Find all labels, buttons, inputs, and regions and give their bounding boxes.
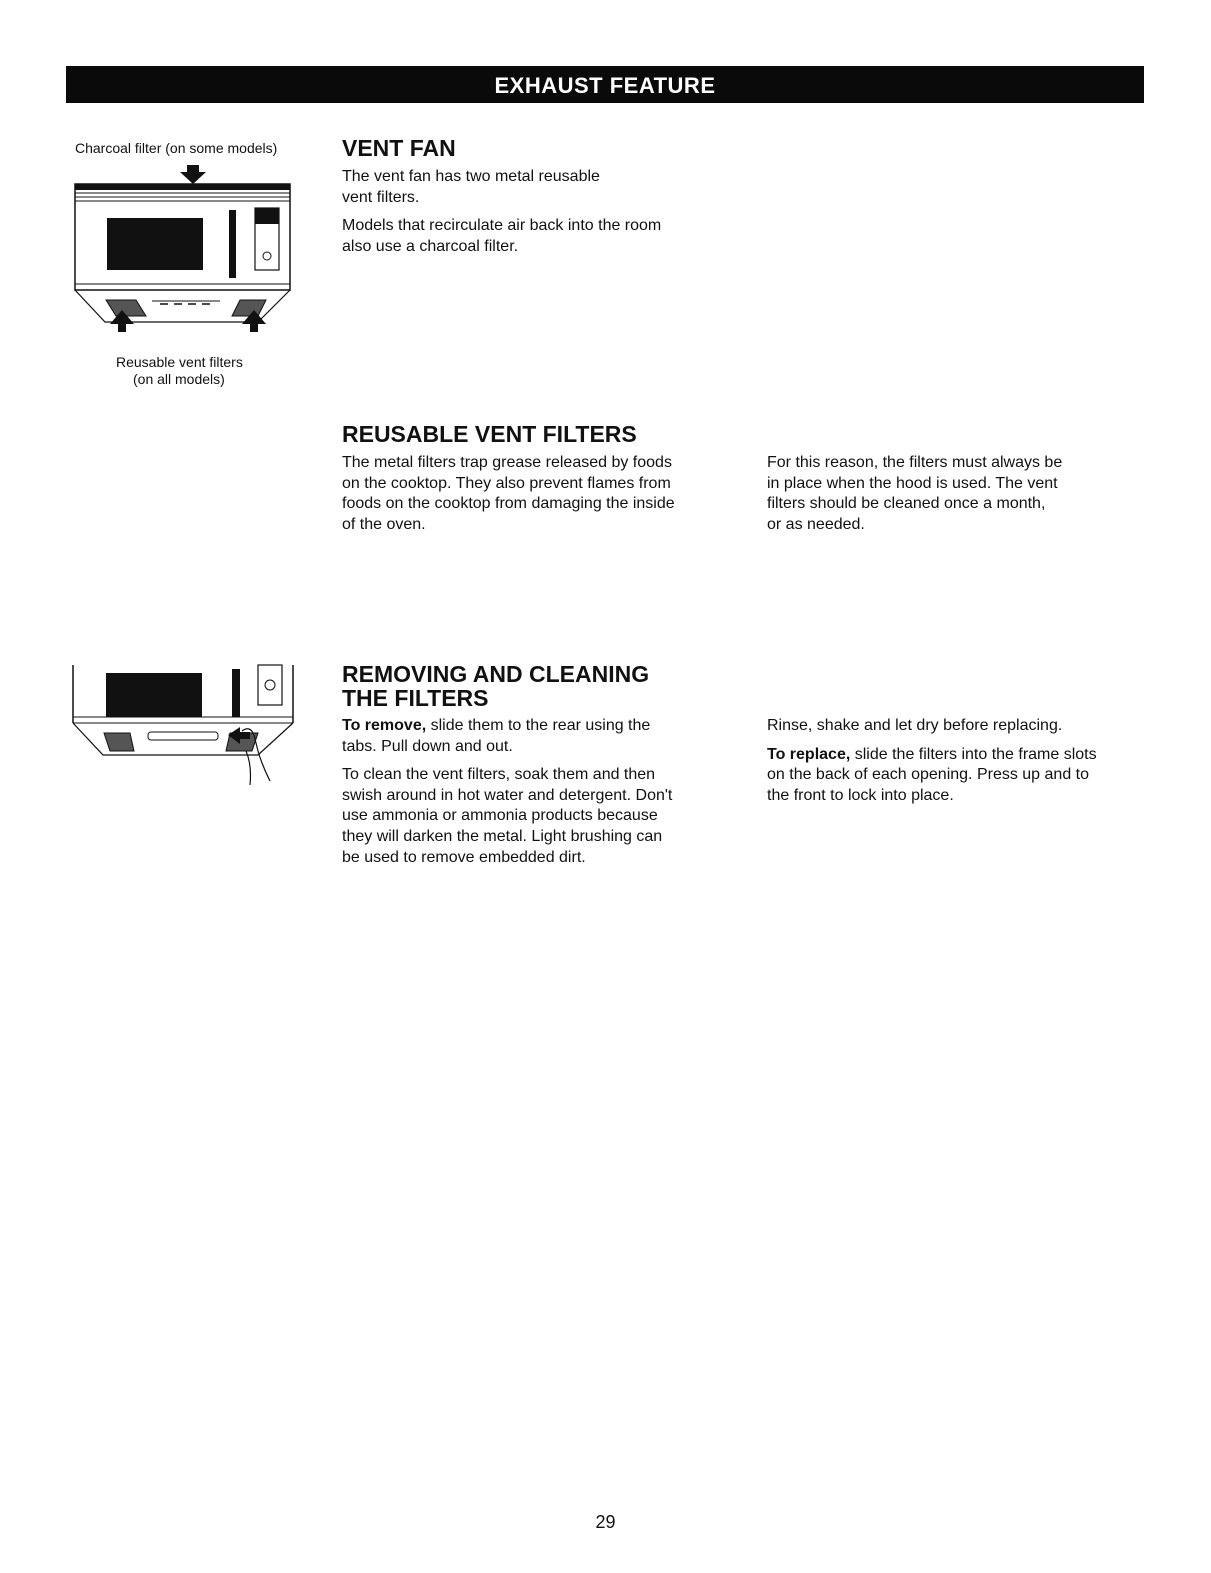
clean-line: swish around in hot water and detergent. Don't [342, 786, 673, 804]
removing-heading-line2: THE FILTERS [342, 685, 489, 711]
vent-fan-line: also use a charcoal filter. [342, 237, 519, 255]
reusable-line: or as needed. [767, 515, 865, 533]
vent-fan-line: vent filters. [342, 188, 420, 206]
vent-fan-heading: VENT FAN [342, 135, 456, 161]
remove-lead: To remove, [342, 717, 427, 734]
microwave-filter-diagram [60, 160, 300, 335]
section-banner: EXHAUST FEATURE [66, 66, 1144, 103]
removing-heading-line1: REMOVING AND CLEANING [342, 661, 650, 687]
reusable-filters-heading: REUSABLE VENT FILTERS [342, 421, 637, 447]
vent-fan-line: Models that recirculate air back into the room [342, 217, 662, 235]
vent-fan-text [342, 167, 742, 257]
reusable-line: The metal filters trap grease released by foods [342, 454, 672, 471]
clean-line: use ammonia or ammonia products because [342, 807, 658, 825]
removing-right-text [767, 716, 1187, 806]
page-number: 29 [595, 1512, 616, 1532]
reusable-filters-left [342, 453, 742, 535]
clean-line: To clean the vent filters, soak them and then [342, 766, 656, 784]
replace-text: the front to lock into place. [767, 786, 954, 804]
clean-line: be used to remove embedded dirt. [342, 848, 586, 866]
remove-text: slide them to the rear using the [426, 717, 651, 734]
reusable-line: on the cooktop. They also prevent flames from [342, 474, 671, 492]
figure-caption-reusable-1: Reusable vent filters [116, 354, 243, 370]
figure-caption-reusable-2: (on all models) [133, 371, 225, 387]
vent-fan-line: The vent fan has two metal reusable [342, 168, 600, 185]
removing-heading [342, 662, 649, 710]
rinse-text: Rinse, shake and let dry before replacing. [767, 717, 1063, 734]
reusable-filters-right [767, 453, 1167, 535]
reusable-line: in place when the hood is used. The vent [767, 474, 1058, 492]
replace-lead: To replace, [767, 745, 851, 763]
replace-text: on the back of each opening. Press up and to [767, 766, 1090, 784]
reusable-line: foods on the cooktop from damaging the inside [342, 495, 675, 513]
replace-text: slide the filters into the frame slots [850, 745, 1097, 763]
clean-line: they will darken the metal. Light brushing can [342, 827, 663, 845]
reusable-line: filters should be cleaned once a month, [767, 495, 1046, 513]
reusable-line: of the oven. [342, 515, 426, 533]
remove-text: tabs. Pull down and out. [342, 737, 513, 755]
filter-removal-diagram [70, 655, 305, 800]
reusable-line: For this reason, the filters must always be [767, 454, 1063, 471]
removing-left-text [342, 716, 742, 868]
figure-caption-charcoal: Charcoal filter (on some models) [75, 140, 278, 156]
